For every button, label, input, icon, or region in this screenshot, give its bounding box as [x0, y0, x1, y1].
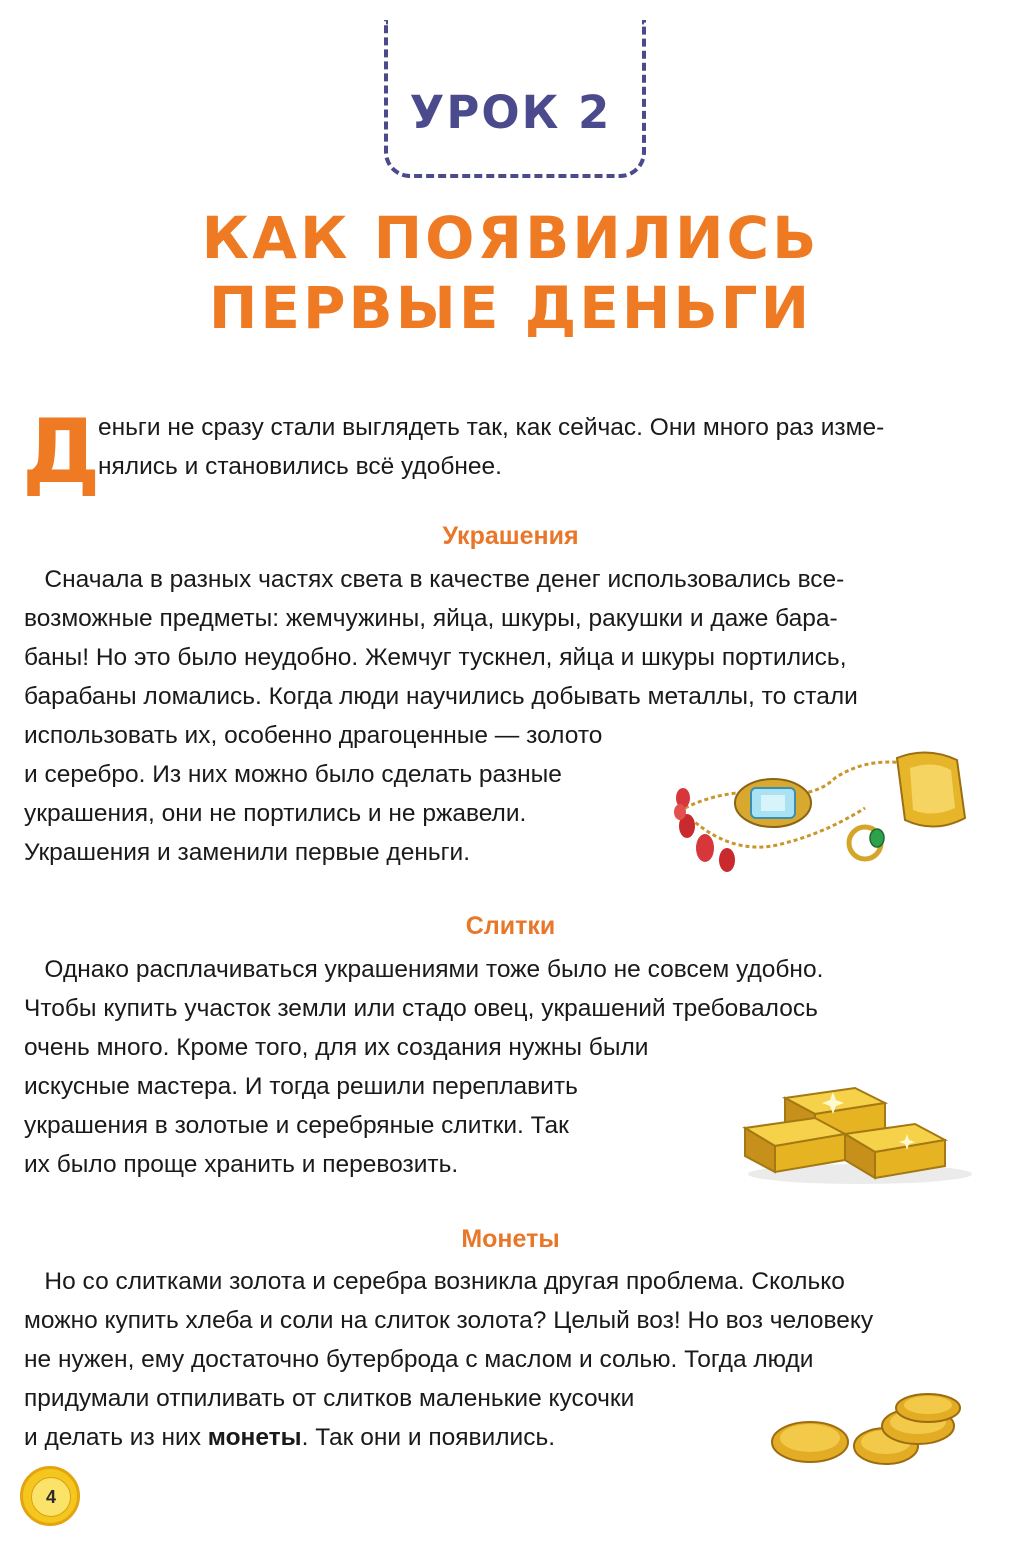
text-line: использовать их, особенно драгоценные — золото [24, 722, 603, 749]
intro-line-2: нялись и становились всё удобнее. [98, 453, 502, 480]
text-line: Чтобы купить участок земли или стадо овец, украшений требовалось [24, 995, 818, 1022]
intro-line-1: еньги не сразу стали выглядеть так, как сейчас. Они много раз изме- [98, 414, 885, 441]
text-line: украшения, они не портились и не ржавели. [24, 800, 527, 827]
page-number: 4 [31, 1477, 71, 1517]
text-line: их было проще хранить и перевозить. [24, 1151, 459, 1178]
section-heading-ingots: Слитки [465, 912, 556, 940]
text-line: украшения в золотые и серебряные слитки. Так [24, 1112, 569, 1139]
drop-cap: Д [22, 400, 101, 503]
section-heading-jewelry: Украшения [442, 522, 579, 550]
page-number-badge [20, 1466, 80, 1526]
text-line: возможные предметы: жемчужины, яйца, шкуры, ракушки и даже бара- [24, 605, 838, 632]
text-line: Однако расплачиваться украшениями тоже было не совсем удобно. [24, 956, 824, 983]
section-heading-coins: Монеты [461, 1225, 560, 1253]
page-title-line-1: КАК ПОЯВИЛИСЬ [201, 204, 820, 272]
text-line: придумали отпиливать от слитков маленькие кусочки [24, 1385, 635, 1412]
text-line: Украшения и заменили первые деньги. [24, 839, 471, 866]
text-line: и серебро. Из них можно было сделать разные [24, 761, 562, 788]
text-line: баны! Но это было неудобно. Жемчуг тускнел, яйца и шкуры портились, [24, 644, 847, 671]
coins-illustration [768, 1392, 968, 1472]
text-line: Сначала в разных частях света в качестве денег использовались все- [24, 566, 845, 593]
text-line: не нужен, ему достаточно бутерброда с маслом и солью. Тогда люди [24, 1346, 814, 1373]
bold-term: монеты [207, 1424, 302, 1451]
text-line-last [24, 1418, 555, 1457]
jewelry-illustration [665, 748, 985, 883]
text-span: . Так они и появились. [301, 1424, 556, 1451]
text-line: Но со слитками золота и серебра возникла другая проблема. Сколько [24, 1268, 845, 1295]
text-line: можно купить хлеба и соли на слиток золота? Целый воз! Но воз человеку [24, 1307, 874, 1334]
text-line: очень много. Кроме того, для их создания нужны были [24, 1034, 649, 1061]
lesson-label: УРОК 2 [409, 86, 612, 139]
page-title-line-2: ПЕРВЫЕ ДЕНЬГИ [208, 274, 813, 342]
text-span: и делать из них [24, 1424, 208, 1451]
text-line: искусные мастера. И тогда решили переплавить [24, 1073, 578, 1100]
gold-bars-illustration [735, 1048, 975, 1188]
text-line: барабаны ломались. Когда люди научились добывать металлы, то стали [24, 683, 858, 710]
